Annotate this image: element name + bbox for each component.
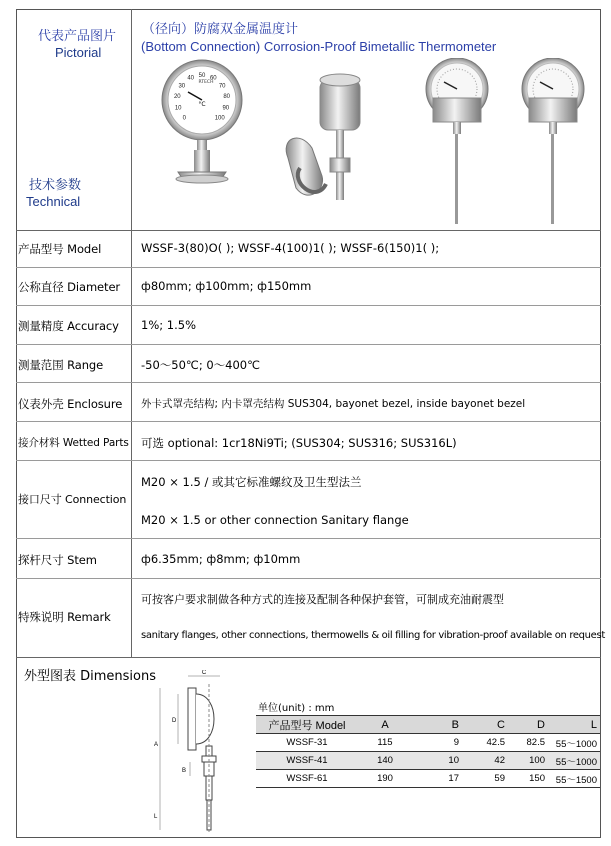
col-l: L [548,716,600,734]
dimension-drawing [150,670,240,835]
accuracy-label: 测量精度 Accuracy [18,319,119,333]
table-row [256,752,600,770]
range-label: 测量范围 Range [18,358,104,372]
gauge-front-photo [162,60,242,183]
gauge-scale-label: 60 [209,75,217,82]
connection-value-en: M20 × 1.5 or other connection Sanitary flange [141,513,409,527]
remark-value-cn: 可按客户要求制做各种方式的连接及配制各种保护套管，可制成充油耐震型 [141,593,504,606]
dim-b-label: B [182,768,187,774]
cell: 42.5 [462,734,508,752]
cell: 9 [412,734,462,752]
product-photos [140,58,600,228]
gauge-large-photo-2 [522,58,584,224]
dim-l-label: L [154,814,158,820]
remark-value-en: sanitary flanges, other connections, thermowells & oil filling for vibration-proof available on request [141,630,605,641]
gauge-scale-label: 90 [222,105,230,112]
dim-d-label: D [172,718,177,724]
gauge-large-photo-1 [426,58,488,224]
row-divider [16,657,601,658]
row-divider [16,421,601,422]
cell: 55～1000 [548,734,600,752]
pictorial-label-en: Pictorial [55,45,102,60]
cell: 42 [462,752,508,770]
col-a: A [358,716,412,734]
cell: 100 [508,752,548,770]
diameter-label: 公称直径 Diameter [18,280,121,294]
gauge-scale-label: 10 [174,105,182,112]
row-divider [16,305,601,306]
column-divider [131,9,132,658]
row-divider [16,267,601,268]
stem-label: 探杆尺寸 Stem [18,553,97,567]
accuracy-value: 1%; 1.5% [141,318,196,332]
product-title-cn: （径向）防腐双金属温度计 [142,22,299,37]
wetted-parts-value: 可选 optional: 1cr18Ni9Ti; (SUS304; SUS316; SUS316L) [141,436,457,450]
row-divider [16,344,601,345]
connection-value-cn: M20 × 1.5 / 或其它标准螺纹及卫生型法兰 [141,475,362,489]
remark-label: 特殊说明 Remark [18,610,111,624]
table-row [256,734,600,752]
cell: 55～1500 [548,770,600,788]
cell: 115 [358,734,412,752]
row-divider [16,382,601,383]
gauge-brand: RTECH [198,80,214,85]
range-value: -50～50℃; 0～400℃ [141,358,261,372]
gauge-scale-label: 0 [182,115,186,122]
cell: WSSF-31 [256,734,358,752]
dim-c-label: C [201,670,207,676]
col-b: B [412,716,462,734]
gauge-scale-label: 70 [218,83,226,90]
gauge-scale-label: 100 [214,115,225,122]
cell: WSSF-41 [256,752,358,770]
stem-value: ф6.35mm; ф8mm; ф10mm [141,552,301,566]
cell: 190 [358,770,412,788]
cell: 140 [358,752,412,770]
row-divider [16,460,601,461]
unit-label: 单位(unit) : mm [258,703,335,714]
cell: 55～1000 [548,752,600,770]
gauge-scale-label: 30 [178,83,186,90]
cell: 150 [508,770,548,788]
product-title-en: (Bottom Connection) Corrosion-Proof Bimetallic Thermometer [141,39,497,54]
gauge-scale-label: 40 [187,75,195,82]
diameter-value: ф80mm; ф100mm; ф150mm [141,279,312,293]
enclosure-value: 外卡式罩壳结构; 内卡罩壳结构 SUS304, bayonet bezel, inside bayonet bezel [141,398,526,410]
cell: 10 [412,752,462,770]
gauge-scale-label: 50 [198,73,206,79]
cell: 17 [412,770,462,788]
table-row [256,770,600,788]
col-d: D [508,716,548,734]
row-divider [16,230,601,231]
model-value: WSSF-3(80)O( ); WSSF-4(100)1( ); WSSF-6(150)1( ); [141,241,440,255]
col-model: 产品型号 Model [256,716,358,734]
dimensions-table [256,715,600,788]
connection-label: 接口尺寸 Connection [18,493,127,506]
enclosure-label: 仪表外壳 Enclosure [18,397,123,411]
row-divider [16,538,601,539]
dim-a-label: A [154,742,159,748]
gauge-scale-label: 20 [173,94,181,101]
pictorial-label-cn: 代表产品图片 [38,29,117,44]
col-c: C [462,716,508,734]
gauge-unit: °C [198,101,206,108]
row-divider [16,578,601,579]
wetted-parts-label: 接介材料 Wetted Parts [18,437,129,449]
technical-label-en: Technical [26,194,81,209]
gauge-scale-label: 80 [223,94,231,101]
cell: 59 [462,770,508,788]
cell: 82.5 [508,734,548,752]
technical-label-cn: 技术参数 [29,178,82,193]
model-label: 产品型号 Model [18,242,102,256]
table-header-row [256,716,600,734]
dimensions-title: 外型图表 Dimensions [24,669,157,684]
gauge-side-photo [286,74,360,200]
cell: WSSF-61 [256,770,358,788]
